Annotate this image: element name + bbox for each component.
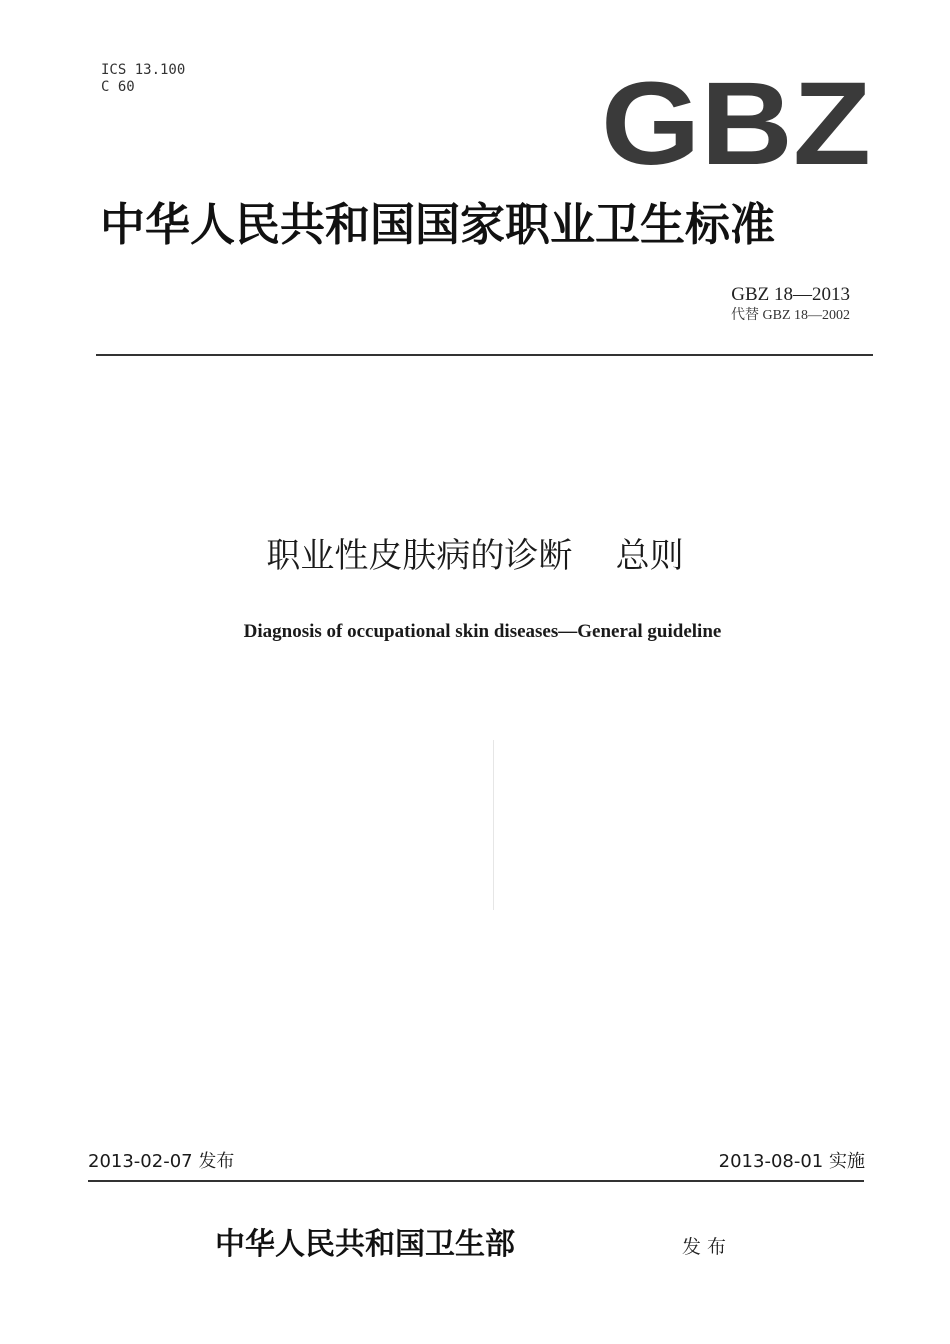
- footer-divider: [88, 1180, 864, 1182]
- issuing-label: 发布: [682, 1236, 733, 1258]
- gbz-logo: [598, 72, 874, 172]
- standard-category-title: 中华人民共和国国家职业卫生标准: [100, 198, 776, 251]
- document-title-chinese: 职业性皮肤病的诊断 总则: [266, 536, 684, 576]
- gbz-logo-text: GBZ: [601, 72, 871, 172]
- standard-number: GBZ 18—2013: [731, 284, 850, 305]
- ics-code: ICS 13.100: [101, 62, 186, 78]
- issuing-authority: 中华人民共和国卫生部: [215, 1227, 515, 1262]
- header-divider: [96, 354, 873, 356]
- classification-codes: [101, 62, 185, 96]
- document-title-english: Diagnosis of occupational skin diseases—General guideline: [243, 621, 722, 642]
- publish-date: 2013-02-07 发布: [88, 1151, 235, 1172]
- effective-date: 2013-08-01 实施: [718, 1151, 865, 1172]
- scan-artifact-line: [493, 740, 494, 910]
- replaces-standard: 代替 GBZ 18—2002: [731, 308, 850, 323]
- class-code: C 60: [101, 79, 135, 95]
